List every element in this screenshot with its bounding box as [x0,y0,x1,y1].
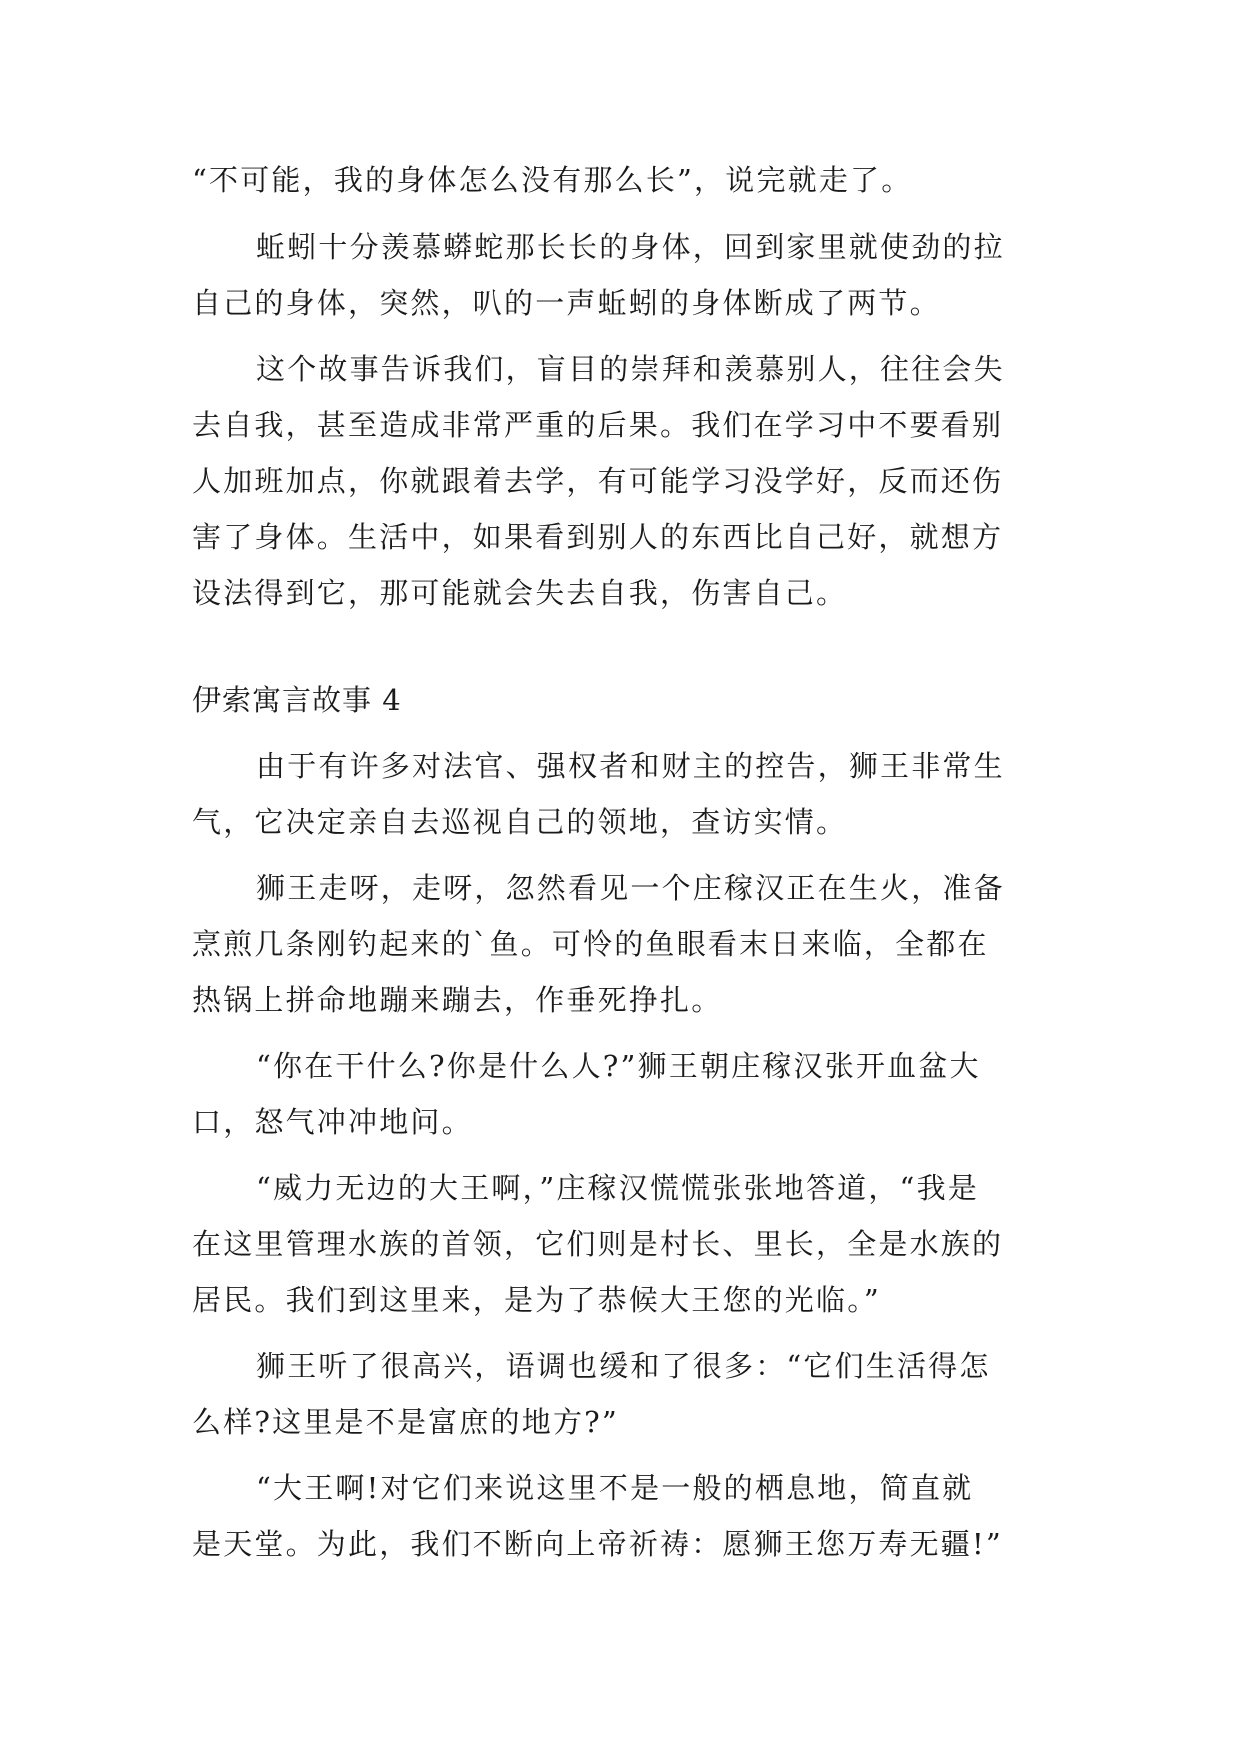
text-line: 口，怒气冲冲地问。 [192,1105,473,1139]
paragraph-start-line: 蚯蚓十分羡慕蟒蛇那长长的身体，回到家里就使劲的拉 [256,230,1005,264]
text-line: 居民。我们到这里来，是为了恭候大王您的光临。” [192,1283,881,1317]
text-line: 是天堂。为此，我们不断向上帝祈祷：愿狮王您万寿无疆!” [192,1527,1003,1561]
section-heading: 伊索寓言故事 4 [192,683,402,717]
paragraph-start-line: 狮王听了很高兴，语调也缓和了很多：“它们生活得怎 [256,1349,991,1383]
text-line: 人加班加点，你就跟着去学，有可能学习没学好，反而还伤 [192,464,1004,498]
text-line: 烹煎几条刚钓起来的`鱼。可怜的鱼眼看末日来临，全都在 [192,927,989,961]
text-line: “不可能，我的身体怎么没有那么长”，说完就走了。 [192,163,913,197]
text-line: 热锅上拼命地蹦来蹦去，作垂死挣扎。 [192,983,723,1017]
paragraph-start-line: “你在干什么?你是什么人?”狮王朝庄稼汉张开血盆大 [256,1049,981,1083]
text-line: 么样?这里是不是富庶的地方?” [192,1405,619,1439]
text-line: 气，它决定亲自去巡视自己的领地，查访实情。 [192,805,848,839]
paragraph-start-line: 狮王走呀，走呀，忽然看见一个庄稼汉正在生火，准备 [256,871,1005,905]
text-line: 自己的身体，突然，叭的一声蚯蚓的身体断成了两节。 [192,286,941,320]
paragraph-start-line: “大王啊!对它们来说这里不是一般的栖息地，简直就 [256,1471,974,1505]
paragraph-start-line: “威力无边的大王啊，”庄稼汉慌慌张张地答道，“我是 [256,1171,979,1205]
text-line: 在这里管理水族的首领，它们则是村长、里长，全是水族的 [192,1227,1004,1261]
paragraph-start-line: 这个故事告诉我们，盲目的崇拜和羡慕别人，往往会失 [256,352,1005,386]
text-line: 害了身体。生活中，如果看到别人的东西比自己好，就想方 [192,520,1004,554]
text-line: 去自我，甚至造成非常严重的后果。我们在学习中不要看别 [192,408,1004,442]
paragraph-start-line: 由于有许多对法官、强权者和财主的控告，狮王非常生 [256,749,1005,783]
text-line: 设法得到它，那可能就会失去自我，伤害自己。 [192,576,848,610]
